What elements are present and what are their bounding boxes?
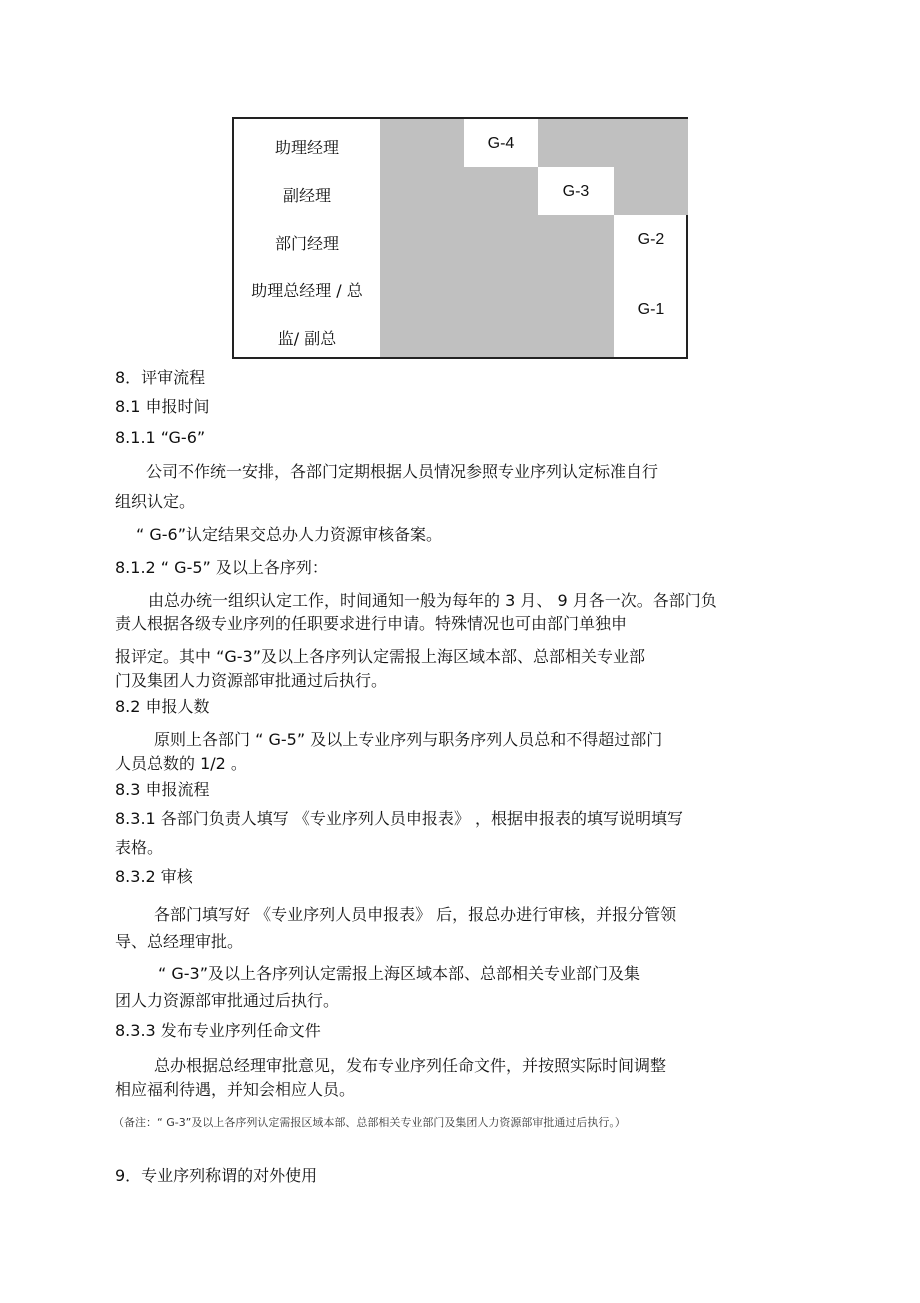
heading: 8.3 申报流程 xyxy=(115,780,210,799)
grade-cell: G-4 xyxy=(487,135,515,152)
gray-block xyxy=(614,167,688,215)
paragraph-line: 原则上各部门 “ G-5” 及以上专业序列与职务序列人员总和不得超过部门 xyxy=(154,730,663,749)
paragraph-line: 由总办统一组织认定工作，时间通知一般为每年的 3 月、 9 月各一次。各部门负 xyxy=(148,591,717,610)
paragraph-line: 相应福利待遇，并知会相应人员。 xyxy=(115,1080,356,1099)
paragraph-line: 门及集团人力资源部审批通过后执行。 xyxy=(115,671,388,690)
paragraph-line: 人员总数的 1/2 。 xyxy=(115,754,247,773)
heading: 8.1 申报时间 xyxy=(115,397,210,416)
paragraph-line: 各部门填写好 《专业序列人员申报表》 后，报总办进行审核，并报分管领 xyxy=(154,905,677,924)
gray-block xyxy=(380,167,538,215)
paragraph-line: “ G-6”认定结果交总办人力资源审核备案。 xyxy=(136,525,443,544)
row-label: 助理经理 xyxy=(274,138,339,157)
paragraph-line: 组织认定。 xyxy=(115,492,196,511)
paragraph-line: 责人根据各级专业序列的任职要求进行申请。特殊情况也可由部门单独申 xyxy=(115,614,628,633)
heading: 8.3.3 发布专业序列任命文件 xyxy=(115,1021,321,1040)
paragraph-line: “ G-3”及以上各序列认定需报上海区域本部、总部相关专业部门及集 xyxy=(158,964,641,983)
heading: 8．评审流程 xyxy=(115,368,206,387)
gray-block xyxy=(380,119,464,167)
heading: 9．专业序列称谓的对外使用 xyxy=(115,1166,318,1185)
paragraph-line: 报评定。其中 “G-3”及以上各序列认定需报上海区域本部、总部相关专业部 xyxy=(115,647,646,666)
row-label: 助理总经理 / 总 xyxy=(251,281,363,300)
note-text: （备注：“ G-3”及以上各序列认定需报区域本部、总部相关专业部门及集团人力资源部审批通过后执行。） xyxy=(113,1116,626,1129)
paragraph-line: 导、总经理审批。 xyxy=(115,932,244,951)
row-label: 副经理 xyxy=(282,186,331,205)
heading: 8.1.2 “ G-5” 及以上各序列： xyxy=(115,558,328,577)
grade-cell: G-1 xyxy=(637,301,665,318)
grade-cell: G-2 xyxy=(637,231,665,248)
paragraph-line: 表格。 xyxy=(115,838,164,857)
heading: 8.2 申报人数 xyxy=(115,697,210,716)
paragraph-line: 团人力资源部审批通过后执行。 xyxy=(115,991,340,1010)
gray-block xyxy=(538,119,688,167)
gray-block xyxy=(380,215,614,357)
heading: 8.3.2 审核 xyxy=(115,867,193,886)
grade-table xyxy=(232,117,688,359)
heading: 8.1.1 “G-6” xyxy=(115,428,206,447)
paragraph-line: 公司不作统一安排，各部门定期根据人员情况参照专业序列认定标准自行 xyxy=(146,462,659,481)
row-label: 监/ 副总 xyxy=(277,329,337,348)
row-label: 部门经理 xyxy=(274,234,339,253)
grade-cell: G-3 xyxy=(562,183,590,200)
paragraph-line: 总办根据总经理审批意见，发布专业序列任命文件，并按照实际时间调整 xyxy=(154,1056,667,1075)
paragraph-line: 8.3.1 各部门负责人填写 《专业序列人员申报表》 ，根据申报表的填写说明填写 xyxy=(115,809,683,828)
